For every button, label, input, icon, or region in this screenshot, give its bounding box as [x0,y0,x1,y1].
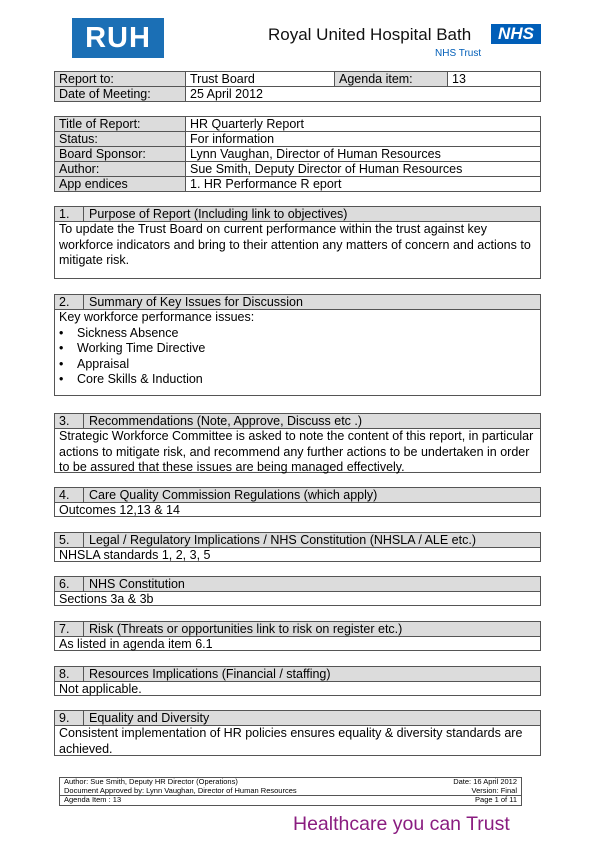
section-title: Care Quality Commission Regulations (which apply) [89,488,378,502]
list-item: • Appraisal [59,357,536,373]
author-label: Author: [55,162,186,177]
section-legal [54,532,541,562]
agenda-item-value: 13 [448,72,541,87]
section-title: Recommendations (Note, Approve, Discuss etc .) [89,414,363,428]
title-label: Title of Report: [55,117,186,132]
report-details-table [54,116,541,192]
section-body: Strategic Workforce Committee is asked to note the content of this report, in particular actions to mitigate risk, and recommend any further actions to be undertaken in order to be assured that these issues are being managed effectively. [59,429,534,474]
report-to-value: Trust Board [186,72,335,87]
section-equality [54,710,541,756]
agenda-item-label: Agenda item: [335,72,448,87]
section-body: Sections 3a & 3b [59,592,154,606]
section-title: Equality and Diversity [89,711,210,725]
author-value: Sue Smith, Deputy Director of Human Resources [186,162,541,177]
section-number: 1. [55,207,84,221]
section-key-issues [54,294,541,396]
ruh-logo: RUH [72,18,164,58]
section-recommendations [54,413,541,473]
section-purpose [54,206,541,279]
section-title: Legal / Regulatory Implications / NHS Constitution (NHSLA / ALE etc.) [89,533,476,547]
meeting-info-table [54,71,541,102]
section-number: 8. [55,667,84,681]
date-label: Date of Meeting: [55,87,186,102]
section-body: Consistent implementation of HR policies ensures equality & diversity standards are achieved. [59,726,523,756]
section-body: Outcomes 12,13 & 14 [59,503,180,517]
section-body: NHSLA standards 1, 2, 3, 5 [59,548,211,562]
section-title: Purpose of Report (Including link to objectives) [89,207,348,221]
section-resources [54,666,541,696]
nhs-logo: NHS [491,24,541,44]
section-intro: Key workforce performance issues: [59,310,255,324]
section-number: 6. [55,577,84,591]
section-nhs-constitution [54,576,541,606]
section-title: Risk (Threats or opportunities link to risk on register etc.) [89,622,403,636]
title-value: HR Quarterly Report [186,117,541,132]
section-number: 5. [55,533,84,547]
date-value: 25 April 2012 [186,87,541,102]
list-item: • Working Time Directive [59,341,536,357]
section-body: To update the Trust Board on current performance within the trust against key workforce indicators and bring to their attention any matters of concern and actions to mitigate risk. [59,222,531,267]
footer-date: Date: 16 April 2012 [453,777,517,786]
footer-approved: Document Approved by: Lynn Vaughan, Director of Human Resources [64,785,297,795]
footer-version: Version: Final [471,785,517,795]
sponsor-label: Board Sponsor: [55,147,186,162]
section-number: 7. [55,622,84,636]
section-number: 9. [55,711,84,725]
document-footer [59,777,522,806]
section-number: 2. [55,295,84,309]
status-value: For information [186,132,541,147]
section-title: Summary of Key Issues for Discussion [89,295,303,309]
section-cqc [54,487,541,517]
appendices-label: App endices [55,177,186,192]
section-number: 4. [55,488,84,502]
report-to-label: Report to: [55,72,186,87]
status-label: Status: [55,132,186,147]
section-body: As listed in agenda item 6.1 [59,637,213,651]
sponsor-value: Lynn Vaughan, Director of Human Resources [186,147,541,162]
footer-author: Author: Sue Smith, Deputy HR Director (Operations) [64,777,238,786]
list-item: • Core Skills & Induction [59,372,536,388]
section-risk [54,621,541,651]
section-number: 3. [55,414,84,428]
section-title: Resources Implications (Financial / staffing) [89,667,331,681]
hospital-name: Royal United Hospital Bath [268,25,472,44]
footer-page: Page 1 of 11 [475,795,517,804]
slogan: Healthcare you can Trust [293,813,510,835]
nhs-trust-label: NHS Trust [435,48,482,59]
section-title: NHS Constitution [89,577,185,591]
section-body: Not applicable. [59,682,142,696]
list-item: • Sickness Absence [59,326,536,342]
appendices-value: 1. HR Performance R eport [186,177,541,192]
footer-agenda: Agenda Item : 13 [64,795,122,804]
issues-list [59,326,536,388]
